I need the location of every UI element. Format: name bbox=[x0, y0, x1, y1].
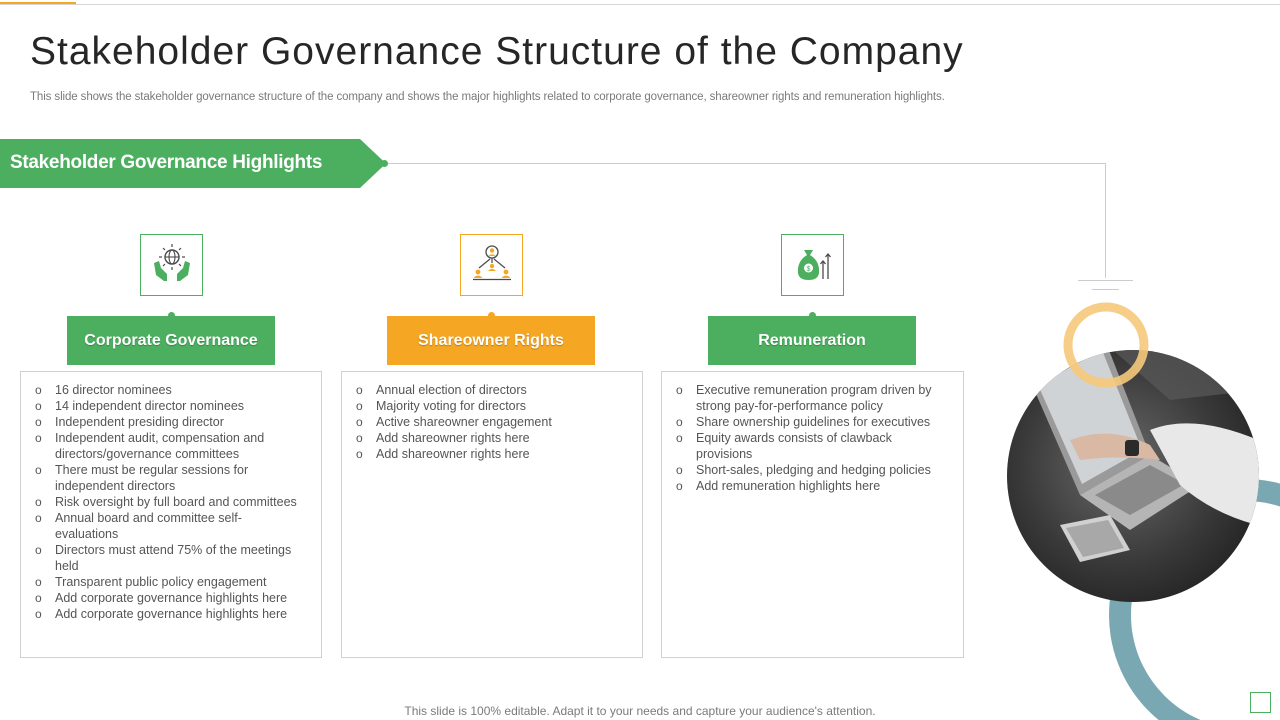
corporate-governance-header: Corporate Governance bbox=[67, 316, 275, 365]
decorative-photo-graphic bbox=[1000, 270, 1280, 720]
banner-connector-horizontal bbox=[386, 163, 1106, 164]
list-item: o Independent audit, compensation and directors/governance committees bbox=[35, 430, 305, 462]
shareowner-rights-list bbox=[356, 382, 626, 462]
shareowner-rights-header: Shareowner Rights bbox=[387, 316, 595, 365]
list-item: o Risk oversight by full board and committees bbox=[35, 494, 305, 510]
remuneration-icon-box bbox=[781, 234, 844, 296]
slide-title: Stakeholder Governance Structure of the Company bbox=[30, 30, 964, 73]
list-item: o Add shareowner rights here bbox=[356, 430, 626, 446]
remuneration-list bbox=[676, 382, 947, 494]
remuneration-header: Remuneration bbox=[708, 316, 916, 365]
svg-text:$: $ bbox=[806, 265, 810, 273]
list-item: o Add remuneration highlights here bbox=[676, 478, 947, 494]
slide-footer: This slide is 100% editable. Adapt it to your needs and capture your audience's attention. bbox=[404, 704, 876, 718]
list-item: o Add corporate governance highlights here bbox=[35, 590, 305, 606]
hands-globe-icon bbox=[150, 241, 194, 290]
list-item: o Majority voting for directors bbox=[356, 398, 626, 414]
list-item: o Share ownership guidelines for executives bbox=[676, 414, 947, 430]
list-item: o Short-sales, pledging and hedging policies bbox=[676, 462, 947, 478]
list-item: o Executive remuneration program driven by strong pay-for-performance policy bbox=[676, 382, 947, 414]
list-item: o 16 director nominees bbox=[35, 382, 305, 398]
corporate-governance-card bbox=[20, 371, 322, 658]
list-item: o 14 independent director nominees bbox=[35, 398, 305, 414]
banner-connector-vertical bbox=[1105, 163, 1106, 278]
banner-connector-dot bbox=[381, 160, 388, 167]
slide-subtitle: This slide shows the stakeholder governance structure of the company and shows the major highlights related to corporate governance, shareowner rights and remuneration highlights. bbox=[30, 91, 945, 103]
list-item: o Annual board and committee self-evaluations bbox=[35, 510, 305, 542]
remuneration-card bbox=[661, 371, 964, 658]
list-item: o Add shareowner rights here bbox=[356, 446, 626, 462]
list-item: o Add corporate governance highlights here bbox=[35, 606, 305, 622]
shareowner-rights-icon-box bbox=[460, 234, 523, 296]
list-item: o Directors must attend 75% of the meetings held bbox=[35, 542, 305, 574]
shareowner-rights-card bbox=[341, 371, 643, 658]
list-item: o Active shareowner engagement bbox=[356, 414, 626, 430]
list-item: o Independent presiding director bbox=[35, 414, 305, 430]
people-network-icon bbox=[470, 241, 514, 290]
top-divider bbox=[0, 4, 1280, 5]
list-item: o Equity awards consists of clawback provisions bbox=[676, 430, 947, 462]
corporate-governance-list bbox=[35, 382, 305, 622]
highlights-banner-label: Stakeholder Governance Highlights bbox=[10, 152, 323, 173]
list-item: o There must be regular sessions for independent directors bbox=[35, 462, 305, 494]
list-item: o Annual election of directors bbox=[356, 382, 626, 398]
corporate-governance-icon-box bbox=[140, 234, 203, 296]
list-item: o Transparent public policy engagement bbox=[35, 574, 305, 590]
money-bag-growth-icon bbox=[791, 241, 835, 290]
